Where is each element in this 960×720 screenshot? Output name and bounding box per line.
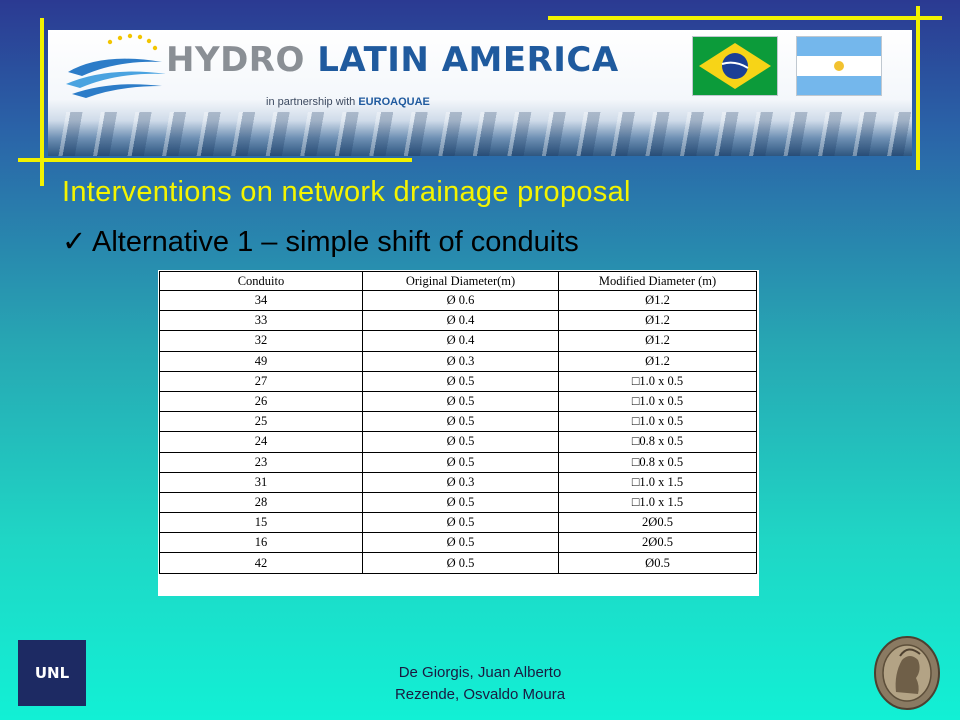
table-row (160, 331, 757, 351)
footer-authors (0, 662, 960, 706)
cell-original: Ø 0.4 (363, 331, 559, 351)
university-seal-icon (872, 634, 942, 712)
conduit-diameter-table (159, 271, 757, 574)
table-row (160, 432, 757, 452)
cell-conduit: 23 (160, 452, 363, 472)
cell-original: Ø 0.5 (363, 492, 559, 512)
hydro-logo-mark-icon (62, 32, 172, 102)
header-modified-diameter: Modified Diameter (m) (559, 272, 757, 291)
table-row (160, 533, 757, 553)
cell-conduit: 32 (160, 331, 363, 351)
table-row (160, 492, 757, 512)
header-banner (48, 30, 912, 156)
slide-subheading (62, 224, 579, 259)
author-line-1: De Giorgis, Juan Alberto (398, 664, 562, 681)
cell-modified: 2Ø0.5 (559, 533, 757, 553)
cell-modified: Ø1.2 (559, 331, 757, 351)
cell-original: Ø 0.5 (363, 533, 559, 553)
cell-conduit: 49 (160, 351, 363, 371)
cell-modified: □0.8 x 0.5 (559, 452, 757, 472)
cell-original: Ø 0.5 (363, 432, 559, 452)
brazil-flag-icon (692, 36, 778, 96)
cell-conduit: 31 (160, 472, 363, 492)
cell-modified: □1.0 x 1.5 (559, 492, 757, 512)
frame-line-bottom-left-horizontal (18, 158, 412, 162)
table-row (160, 553, 757, 573)
cell-conduit: 26 (160, 391, 363, 411)
title-word-latin-america: LATIN AMERICA (317, 40, 619, 80)
cell-original: Ø 0.3 (363, 351, 559, 371)
table-row (160, 513, 757, 533)
cell-modified: 2Ø0.5 (559, 513, 757, 533)
cell-original: Ø 0.3 (363, 472, 559, 492)
header-conduit: Conduito (160, 272, 363, 291)
partnership-line (266, 96, 430, 108)
cell-conduit: 16 (160, 533, 363, 553)
water-splash-decoration (48, 112, 912, 156)
partner-name: EUROAQUAE (358, 96, 430, 108)
table-row (160, 351, 757, 371)
cell-conduit: 33 (160, 311, 363, 331)
unl-logo: UNL (18, 640, 86, 706)
title-word-hydro: HYDRO (166, 40, 305, 80)
conduit-table-container (158, 270, 759, 596)
cell-original: Ø 0.4 (363, 311, 559, 331)
table-row (160, 291, 757, 311)
cell-modified: □0.8 x 0.5 (559, 432, 757, 452)
cell-modified: Ø1.2 (559, 351, 757, 371)
cell-original: Ø 0.5 (363, 412, 559, 432)
cell-conduit: 28 (160, 492, 363, 512)
cell-original: Ø 0.5 (363, 391, 559, 411)
slide-heading: Interventions on network drainage proposal (62, 176, 631, 208)
cell-original: Ø 0.5 (363, 513, 559, 533)
frame-line-right-vertical (916, 6, 920, 170)
cell-conduit: 24 (160, 432, 363, 452)
partnership-prefix: in partnership with (266, 96, 356, 108)
table-row (160, 452, 757, 472)
table-row (160, 391, 757, 411)
subheading-text: Alternative 1 – simple shift of conduits (92, 226, 579, 258)
table-row (160, 371, 757, 391)
cell-original: Ø 0.5 (363, 553, 559, 573)
checkmark-icon: ✓ (62, 226, 87, 258)
cell-modified: Ø1.2 (559, 291, 757, 311)
argentina-flag-icon (796, 36, 882, 96)
cell-modified: Ø0.5 (559, 553, 757, 573)
cell-modified: □1.0 x 0.5 (559, 371, 757, 391)
cell-conduit: 25 (160, 412, 363, 432)
cell-original: Ø 0.5 (363, 371, 559, 391)
table-row (160, 472, 757, 492)
cell-conduit: 34 (160, 291, 363, 311)
cell-modified: □1.0 x 1.5 (559, 472, 757, 492)
cell-conduit: 15 (160, 513, 363, 533)
author-line-2: Rezende, Osvaldo Moura (394, 686, 566, 703)
hydro-latin-america-title (166, 40, 619, 80)
cell-original: Ø 0.5 (363, 452, 559, 472)
cell-modified: Ø1.2 (559, 311, 757, 331)
table-row (160, 311, 757, 331)
header-original-diameter: Original Diameter(m) (363, 272, 559, 291)
cell-modified: □1.0 x 0.5 (559, 412, 757, 432)
cell-conduit: 42 (160, 553, 363, 573)
cell-modified: □1.0 x 0.5 (559, 391, 757, 411)
table-header-row (160, 272, 757, 291)
cell-conduit: 27 (160, 371, 363, 391)
cell-original: Ø 0.6 (363, 291, 559, 311)
frame-line-top-right-horizontal (548, 16, 942, 20)
table-row (160, 412, 757, 432)
